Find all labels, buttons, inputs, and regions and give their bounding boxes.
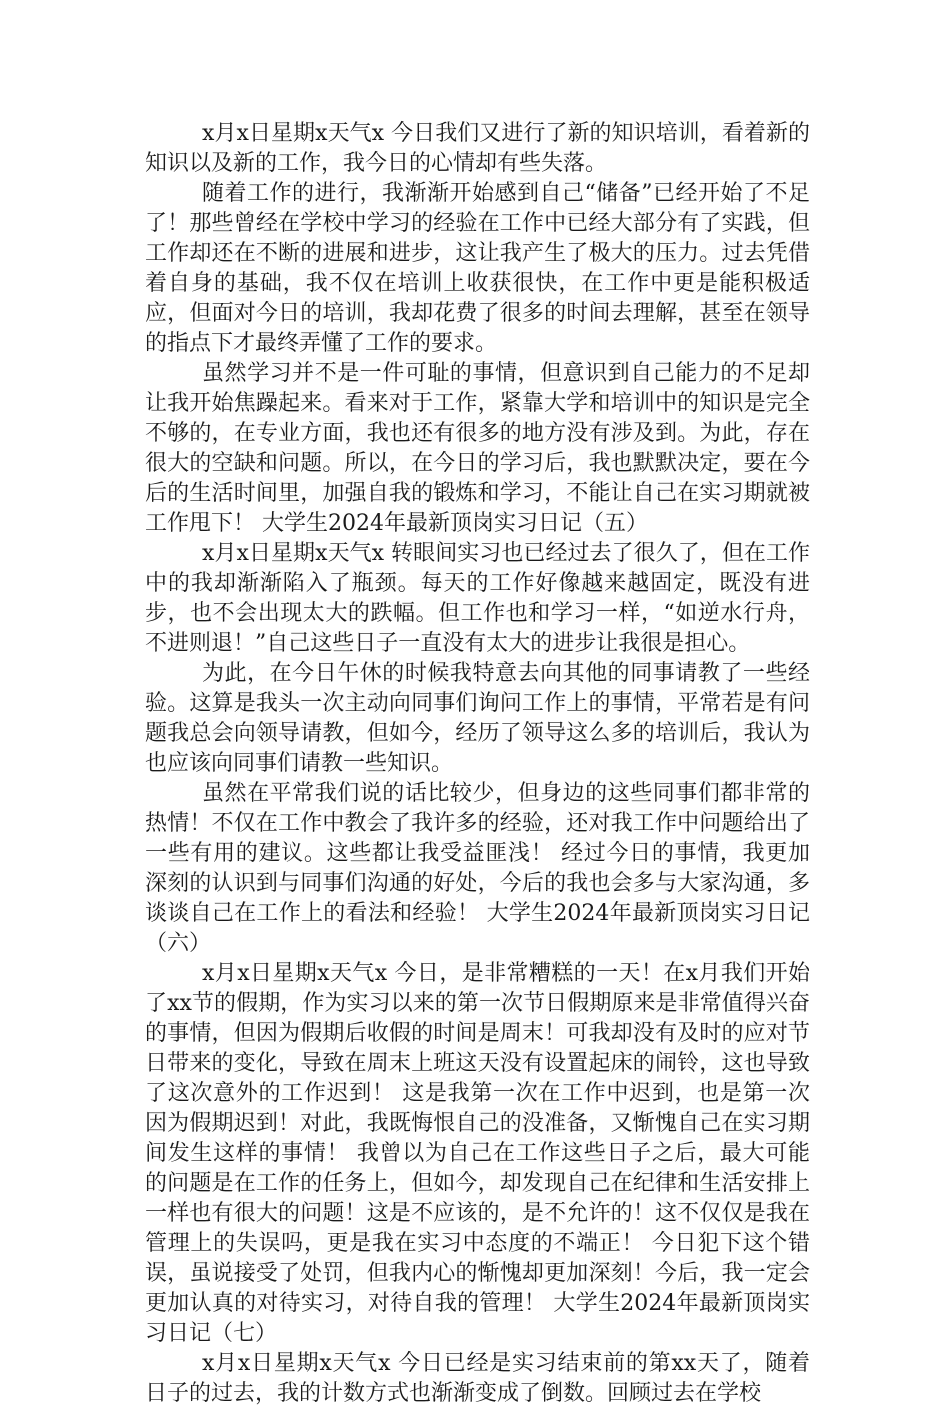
paragraph-4: x月x日星期x天气x 转眼间实习也已经过去了很久了，但在工作中的我却渐渐陷入了瓶颈。每天的工作好像越来越固定，既没有进步，也不会出现太大的跌幅。但工作也和学习一样，“如逆水行舟，不进则退！”自己这些日子一直没有太大的进步让我很是担心。 — [145, 541, 810, 656]
paragraph-6: 虽然在平常我们说的话比较少，但身边的这些同事们都非常的热情！不仅在工作中教会了我许多的经验，还对我工作中问题给出了一些有用的建议。这些都让我受益匪浅！ 经过今日的事情，我更加深刻的认识到与同事们沟通的好处，今后的我也会多与大家沟通，多谈谈自己在工作上的看法和经验！ 大学生2024年最新顶岗实习日记（六） — [145, 781, 810, 956]
paragraph-1: x月x日星期x天气x 今日我们又进行了新的知识培训，看着新的知识以及新的工作，我今日的心情却有些失落。 — [145, 121, 810, 176]
paragraph-5: 为此，在今日午休的时候我特意去向其他的同事请教了一些经验。这算是我头一次主动向同事们询问工作上的事情，平常若是有问题我总会向领导请教，但如今，经历了领导这么多的培训后，我认为也应该向同事们请教一些知识。 — [145, 661, 810, 776]
paragraph-8: x月x日星期x天气x 今日已经是实习结束前的第xx天了，随着日子的过去，我的计数方式也渐渐变成了倒数。回顾过去在学校 — [145, 1351, 810, 1406]
paragraph-3: 虽然学习并不是一件可耻的事情，但意识到自己能力的不足却让我开始焦躁起来。看来对于工作，紧靠大学和培训中的知识是完全不够的，在专业方面，我也还有很多的地方没有涉及到。为此，存在很大的空缺和问题。所以，在今日的学习后，我也默默决定，要在今后的生活时间里，加强自我的锻炼和学习，不能让自己在实习期就被工作甩下！ 大学生2024年最新顶岗实习日记（五） — [145, 361, 810, 536]
paragraph-7: x月x日星期x天气x 今日，是非常糟糕的一天！在x月我们开始了xx节的假期，作为实习以来的第一次节日假期原来是非常值得兴奋的事情，但因为假期后收假的时间是周末！可我却没有及时的应对节日带来的变化，导致在周末上班这天没有设置起床的闹铃，这也导致了这次意外的工作迟到！ 这是我第一次在工作中迟到，也是第一次因为假期迟到！对此，我既悔恨自己的没准备，又惭愧自己在实习期间发生这样的事情！ 我曾以为自己在工作这些日子之后，最大可能的问题是在工作的任务上，但如今，却发现自己在纪律和生活安排上一样也有很大的问题！这是不应该的，是不允许的！这不仅仅是我在管理上的失误吗，更是我在实习中态度的不端正！ 今日犯下这个错误，虽说接受了处罚，但我内心的惭愧却更加深刻！今后，我一定会更加认真的对待实习，对待自我的管理！ 大学生2024年最新顶岗实习日记（七） — [145, 961, 810, 1346]
paragraph-2: 随着工作的进行，我渐渐开始感到自己“储备”已经开始了不足了！那些曾经在学校中学习的经验在工作中已经大部分有了实践，但工作却还在不断的进展和进步，这让我产生了极大的压力。过去凭借着自身的基础，我不仅在培训上收获很快，在工作中更是能积极适应，但面对今日的培训，我却花费了很多的时间去理解，甚至在领导的指点下才最终弄懂了工作的要求。 — [145, 181, 810, 356]
document-body — [145, 119, 810, 1409]
